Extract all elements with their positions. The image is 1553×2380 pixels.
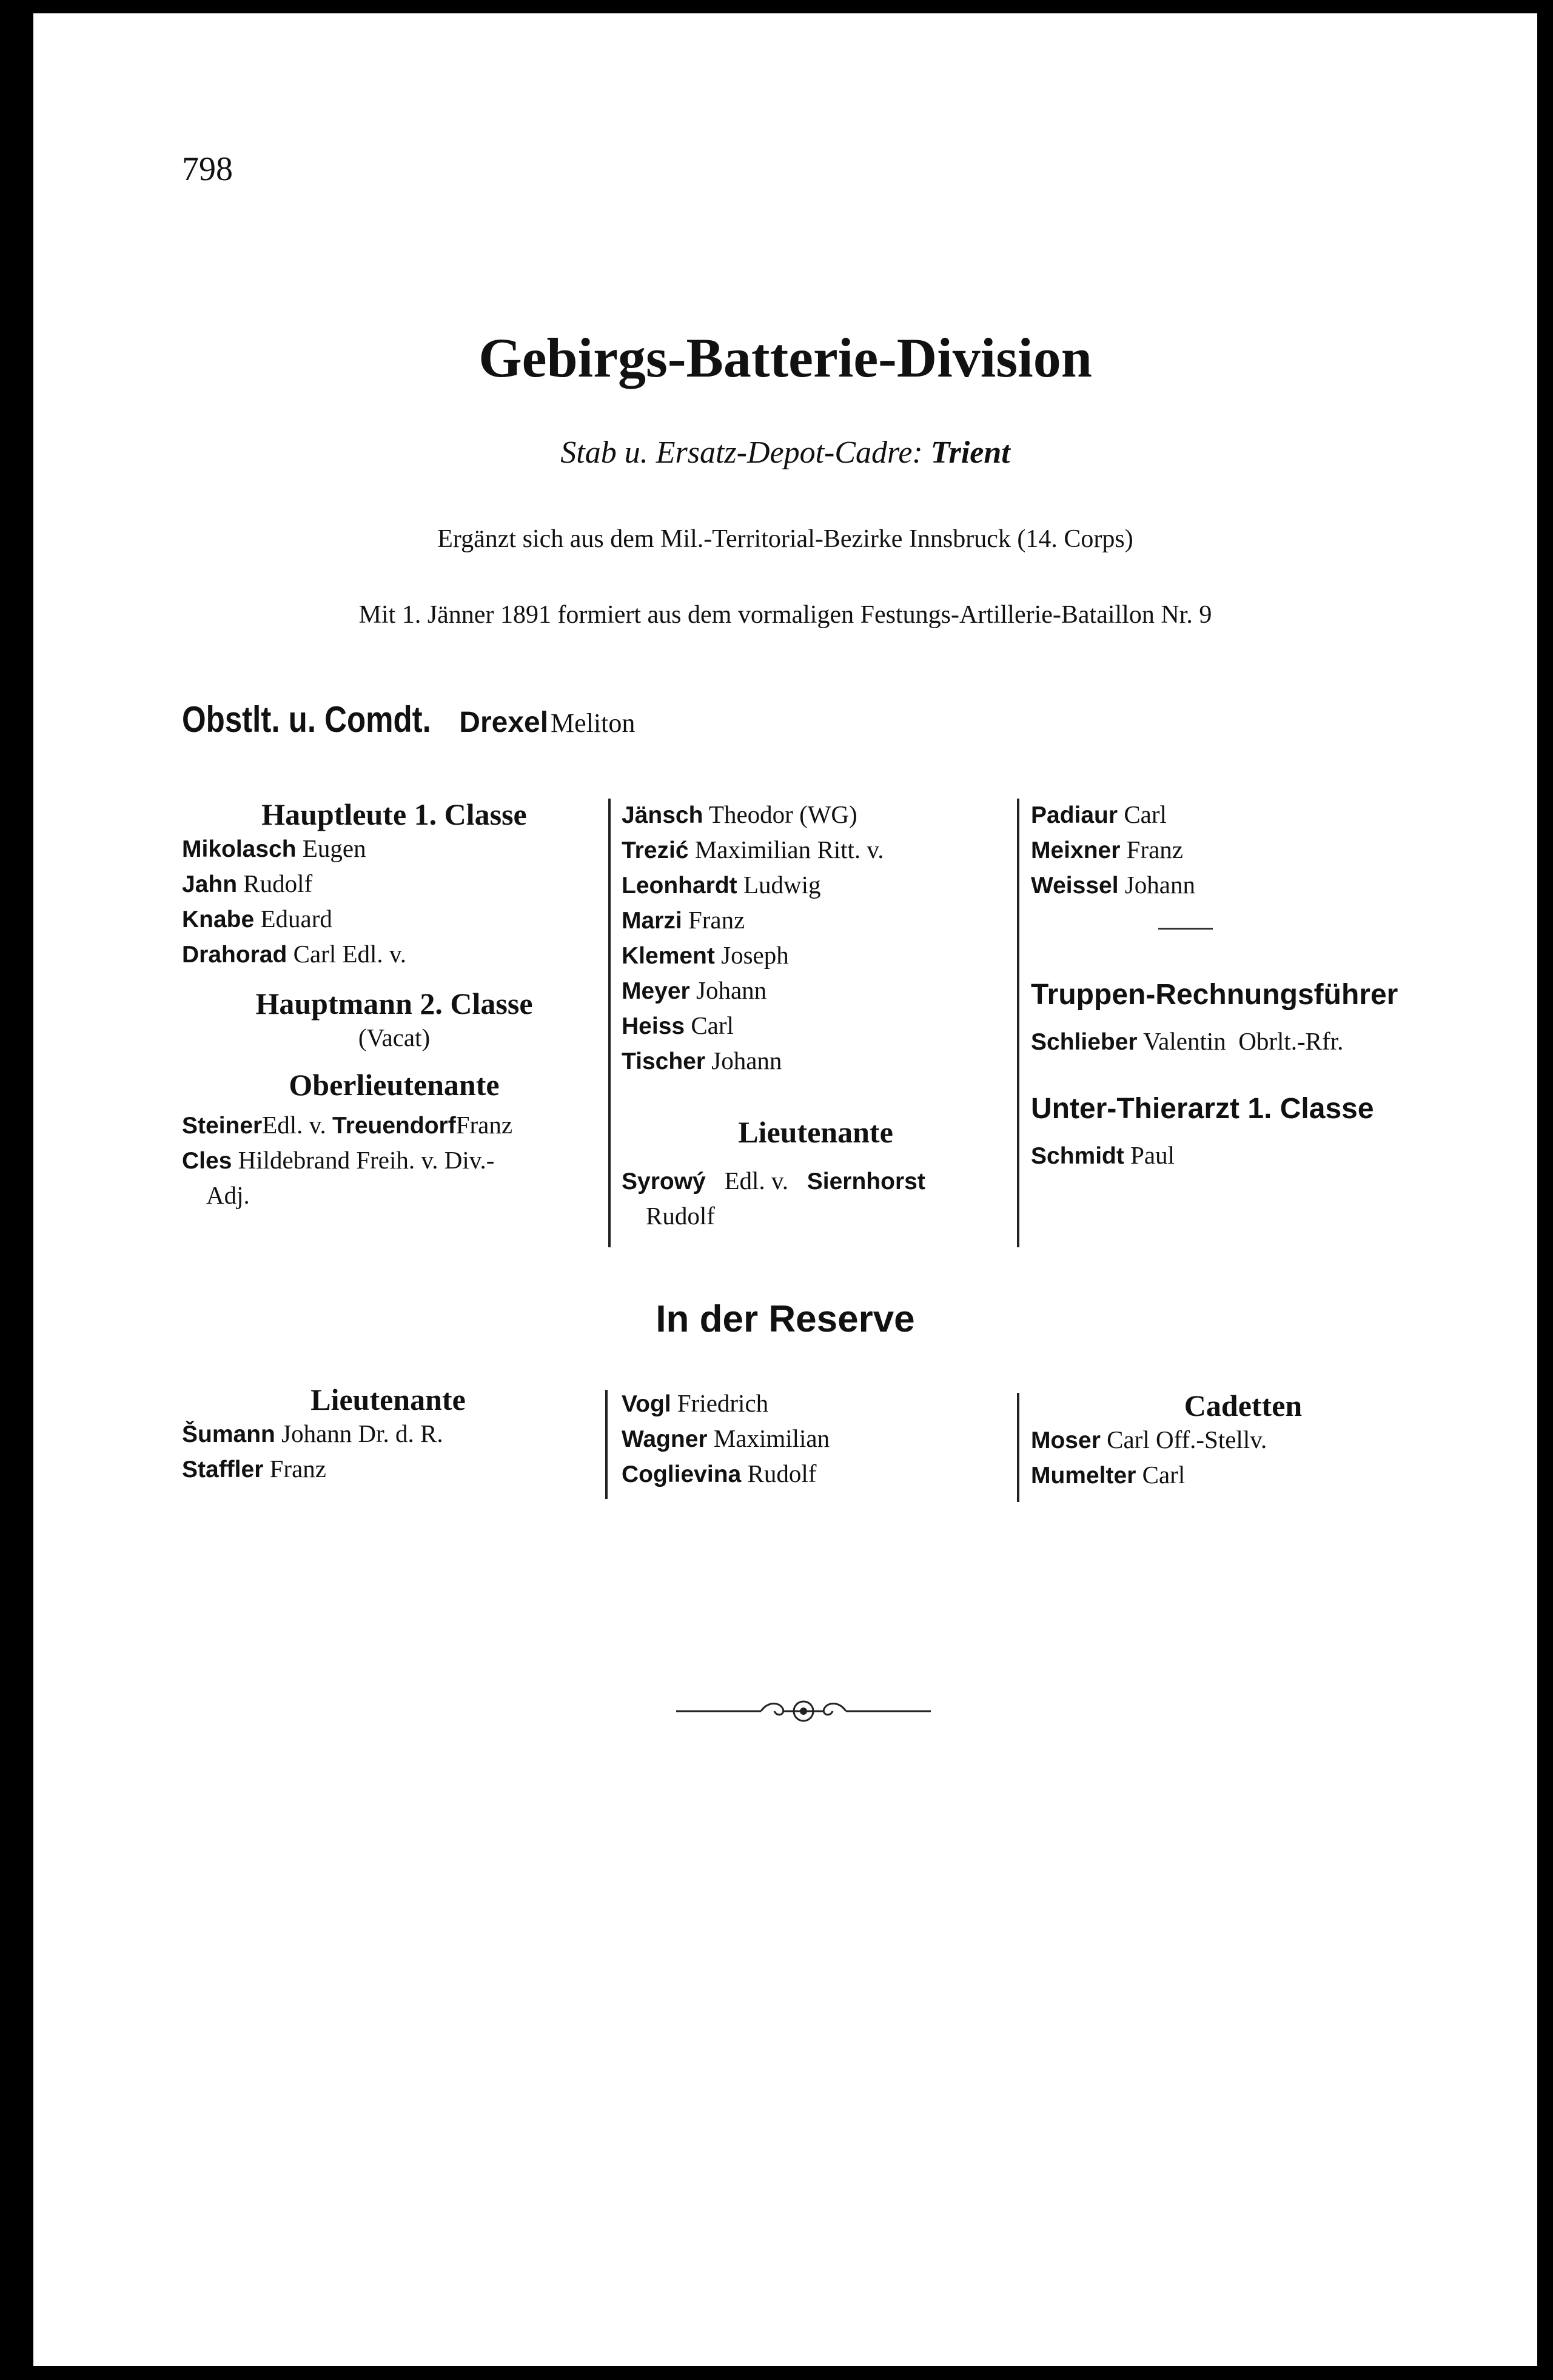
list-item-continuation: Adj. bbox=[206, 1181, 250, 1209]
list-item: Knabe Eduard bbox=[182, 905, 332, 933]
list-item: Coglievina Rudolf bbox=[622, 1460, 817, 1487]
list-item: Weissel Johann bbox=[1031, 871, 1195, 899]
list-item: Syrowý Edl. v. Siernhorst bbox=[622, 1167, 925, 1195]
subtitle-prefix: Stab u. Ersatz-Depot-Cadre: bbox=[560, 435, 931, 470]
list-item: Vogl Friedrich bbox=[622, 1389, 769, 1417]
list-item: Mumelter Carl bbox=[1031, 1461, 1186, 1489]
heading-rechnungsfuehrer: Truppen-Rechnungsführer bbox=[1031, 979, 1398, 1011]
reserve-column-2 bbox=[622, 1386, 998, 1492]
divider-rule bbox=[1158, 928, 1213, 930]
heading-hauptmann-2: Hauptmann 2. Classe bbox=[255, 987, 533, 1021]
list-item: Mikolasch Eugen bbox=[182, 834, 366, 862]
reserve-column-3 bbox=[1031, 1389, 1455, 1493]
reserve-column-1 bbox=[182, 1383, 594, 1487]
heading-lieutenante: Lieutenante bbox=[738, 1115, 893, 1149]
list-item: Trezić Maximilian Ritt. v. bbox=[622, 836, 884, 863]
list-item: Schlieber Valentin Obrlt.-Rfr. bbox=[1031, 1027, 1344, 1055]
list-item-continuation: Rudolf bbox=[646, 1202, 715, 1230]
column-divider bbox=[608, 799, 611, 1247]
vacat-text: (Vacat) bbox=[358, 1024, 431, 1051]
list-item: Jänsch Theodor (WG) bbox=[622, 800, 857, 828]
list-item: Moser Carl Off.-Stellv. bbox=[1031, 1426, 1267, 1453]
reserve-title: In der Reserve bbox=[656, 1298, 915, 1340]
list-item: Meixner Franz bbox=[1031, 836, 1184, 863]
document-page bbox=[33, 13, 1537, 2366]
list-item: Wagner Maximilian bbox=[622, 1424, 830, 1452]
list-item: SteinerEdl. v. TreuendorfFranz bbox=[182, 1111, 513, 1139]
list-item: Marzi Franz bbox=[622, 906, 745, 934]
list-item: Jahn Rudolf bbox=[182, 870, 313, 897]
list-item: Cles Hildebrand Freih. v. Div.- bbox=[182, 1146, 495, 1174]
list-item: Klement Joseph bbox=[622, 941, 789, 969]
list-item: Schmidt Paul bbox=[1031, 1141, 1175, 1169]
heading-oberlieutenante: Oberlieutenante bbox=[289, 1068, 500, 1102]
heading-cadetten: Cadetten bbox=[1184, 1389, 1303, 1423]
commander-entry bbox=[182, 699, 635, 740]
column-divider bbox=[1017, 799, 1019, 1247]
column-divider bbox=[1017, 1393, 1019, 1502]
column-3 bbox=[1031, 797, 1474, 1173]
heading-unter-thierarzt: Unter-Thierarzt 1. Classe bbox=[1031, 1093, 1374, 1125]
spacer bbox=[1031, 903, 1474, 945]
list-item: Tischer Johann bbox=[622, 1047, 782, 1074]
list-item: Heiss Carl bbox=[622, 1011, 734, 1039]
list-item: Drahorad Carl Edl. v. bbox=[182, 940, 406, 968]
formed-line: Mit 1. Jänner 1891 formiert aus dem vormaligen Festungs-Artillerie-Bataillon Nr. 9 bbox=[358, 601, 1212, 629]
heading-reserve-lieutenante: Lieutenante bbox=[310, 1383, 466, 1416]
page-number: 798 bbox=[182, 150, 233, 188]
list-item: Meyer Johann bbox=[622, 976, 767, 1004]
commander-surname: Drexel bbox=[459, 706, 549, 739]
heading-hauptleute: Hauptleute 1. Classe bbox=[261, 797, 527, 831]
list-item: Padiaur Carl bbox=[1031, 800, 1167, 828]
page-title: Gebirgs-Batterie-Division bbox=[478, 327, 1092, 389]
list-item: Leonhardt Ludwig bbox=[622, 871, 821, 899]
list-item: Šumann Johann Dr. d. R. bbox=[182, 1420, 443, 1447]
subtitle bbox=[33, 435, 1537, 471]
ornament-icon bbox=[676, 1693, 931, 1729]
column-2 bbox=[622, 797, 1010, 1233]
list-item: Staffler Franz bbox=[182, 1455, 326, 1483]
supplement-line: Ergänzt sich aus dem Mil.-Territorial-Bezirke Innsbruck (14. Corps) bbox=[437, 525, 1133, 553]
column-divider bbox=[605, 1390, 608, 1499]
subtitle-location: Trient bbox=[930, 435, 1010, 470]
commander-rank: Obstlt. u. Comdt. bbox=[182, 699, 431, 740]
commander-given: Meliton bbox=[551, 708, 636, 738]
column-1 bbox=[182, 797, 606, 1212]
